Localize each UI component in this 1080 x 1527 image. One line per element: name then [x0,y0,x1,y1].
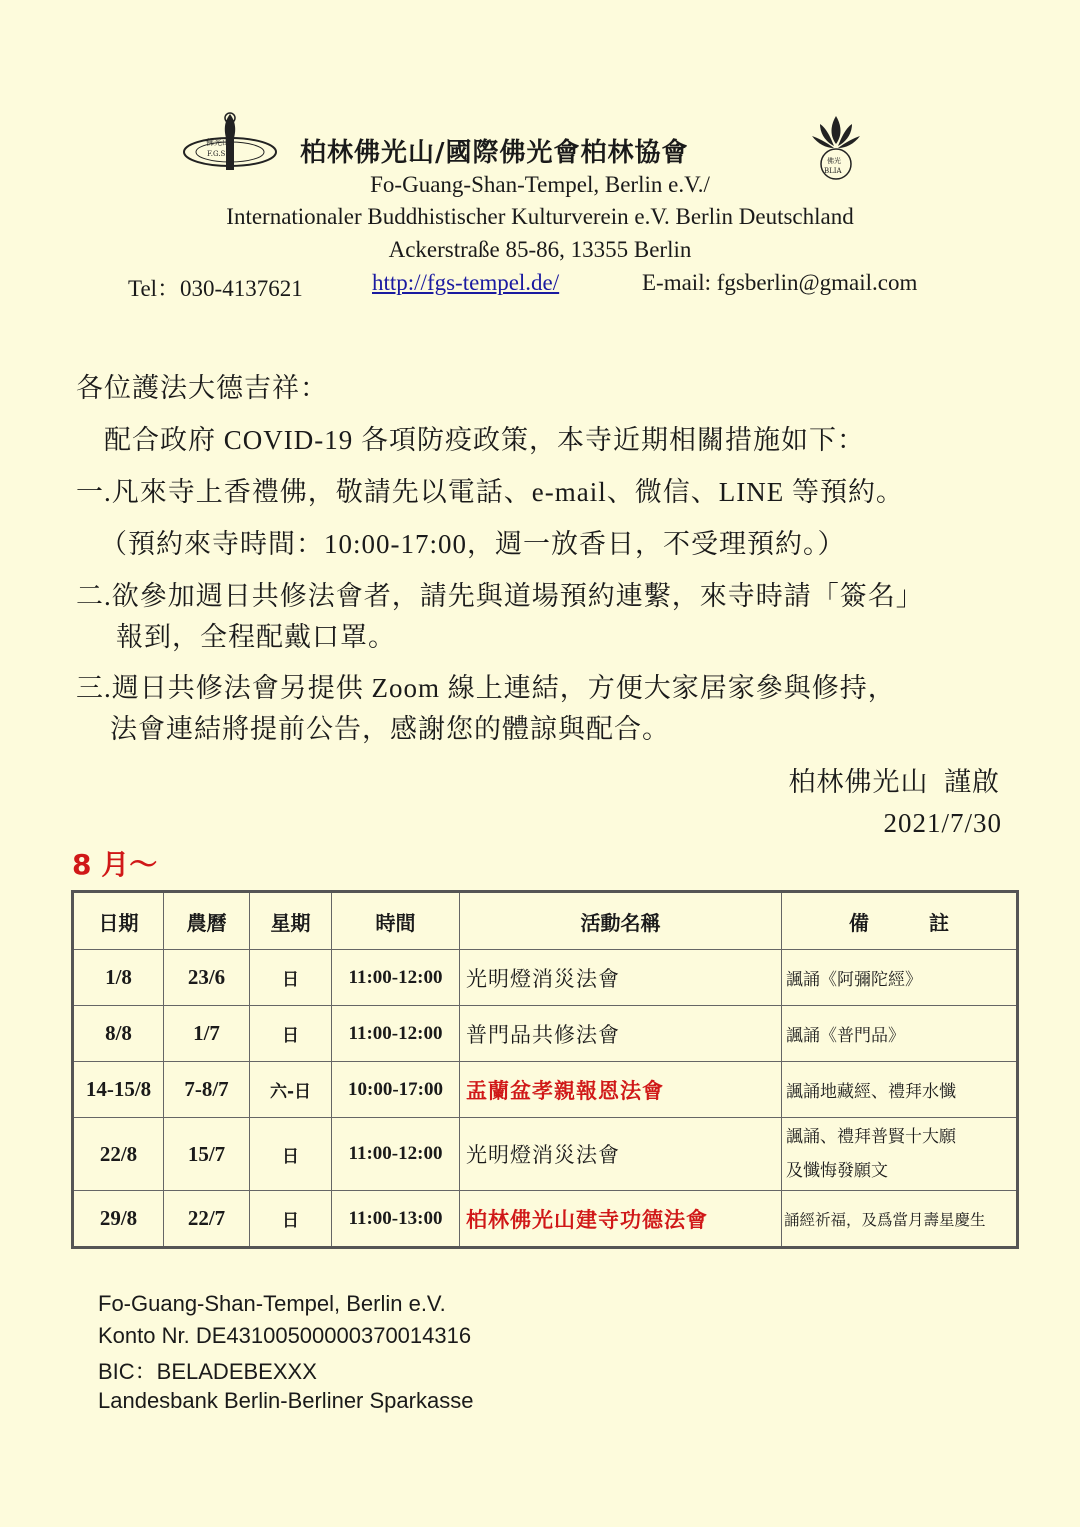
measure-item-2-line-1: 二.欲參加週日共修法會者，請先與道場預約連繫，來寺時請「簽名」 [76,581,924,611]
table-header-row [73,892,1018,950]
cell-event: 光明燈消災法會 [460,1118,782,1191]
cell-note: 諷誦《阿彌陀經》 [782,950,1018,1006]
svg-text:BLIA: BLIA [824,167,842,175]
cell-weekday: 日 [250,950,332,1006]
cell-lunar: 1/7 [164,1006,250,1062]
cell-note-line-2: 及懺悔發願文 [786,1161,888,1180]
cell-note: 誦經祈福，及爲當月壽星慶生 [782,1191,1018,1248]
table-row [73,1062,1018,1118]
bank-account-number: Konto Nr. DE43100500000370014316 [98,1323,472,1348]
telephone: Tel：030-4137621 [128,276,303,301]
cell-time: 11:00-12:00 [332,1118,460,1191]
cell-date: 29/8 [73,1191,164,1248]
column-header-lunar: 農曆 [164,892,250,950]
column-header-note: 備 註 [782,892,1018,950]
org-name-line: Fo-Guang-Shan-Tempel, Berlin e.V./ [370,172,710,197]
cell-weekday: 日 [250,1191,332,1248]
cell-time: 10:00-17:00 [332,1062,460,1118]
cell-weekday: 六-日 [250,1062,332,1118]
bank-account-holder: Fo-Guang-Shan-Tempel, Berlin e.V. [98,1291,446,1316]
cell-note-line-1: 諷誦、禮拜普賢十大願 [786,1127,956,1146]
cell-lunar: 15/7 [164,1118,250,1191]
cell-note: 諷誦《普門品》 [782,1006,1018,1062]
website-link[interactable]: http://fgs-tempel.de/ [372,270,560,295]
org-fullname-line: Internationaler Buddhistischer Kulturverein e.V. Berlin Deutschland [226,204,854,229]
svg-text:佛光: 佛光 [827,157,841,165]
address-line: Ackerstraße 85-86, 13355 Berlin [388,237,692,262]
cell-event-highlighted: 盂蘭盆孝親報恩法會 [460,1062,782,1118]
fgs-logo [180,108,280,180]
schedule-heading: 8 月～ [72,848,158,881]
cell-time: 11:00-12:00 [332,950,460,1006]
cell-event: 光明燈消災法會 [460,950,782,1006]
svg-text:F.G.S: F.G.S [207,150,226,158]
table-row [73,1006,1018,1062]
bank-bic: BIC：BELADEBEXXX [98,1359,317,1384]
cell-date: 14-15/8 [73,1062,164,1118]
table-row [73,1118,1018,1191]
greeting: 各位護法大德吉祥： [76,373,328,403]
signature: 柏林佛光山 謹啟 [788,767,1000,797]
column-header-date: 日期 [73,892,164,950]
email: E-mail: fgsberlin@gmail.com [642,270,918,295]
letter-date: 2021/7/30 [883,808,1002,838]
cell-event-highlighted: 柏林佛光山建寺功德法會 [460,1191,782,1248]
column-header-event: 活動名稱 [460,892,782,950]
cell-date: 22/8 [73,1118,164,1191]
cell-lunar: 22/7 [164,1191,250,1248]
org-title: 柏林佛光山/國際佛光會柏林協會 [300,138,689,168]
bank-name: Landesbank Berlin-Berliner Sparkasse [98,1388,474,1413]
cell-weekday: 日 [250,1118,332,1191]
cell-event: 普門品共修法會 [460,1006,782,1062]
measure-item-2-line-2: 報到，全程配戴口罩。 [116,622,396,652]
measure-item-3-line-1: 三.週日共修法會另提供 Zoom 線上連結，方便大家居家參與修持， [76,673,896,703]
measure-item-3-line-2: 法會連結將提前公告，感謝您的體諒與配合。 [110,714,670,744]
cell-time: 11:00-13:00 [332,1191,460,1248]
cell-weekday: 日 [250,1006,332,1062]
cell-time: 11:00-12:00 [332,1006,460,1062]
intro-text: 配合政府 COVID-19 各項防疫政策，本寺近期相關措施如下： [104,425,865,455]
cell-note [782,1118,1018,1191]
schedule-table [71,890,1019,1249]
cell-lunar: 7-8/7 [164,1062,250,1118]
measure-item-1-note: （預約來寺時間：10:00-17:00，週一放香日，不受理預約。） [100,529,846,559]
cell-date: 1/8 [73,950,164,1006]
measure-item-1: 一.凡來寺上香禮佛，敬請先以電話、e-mail、微信、LINE 等預約。 [76,477,904,507]
table-row [73,1191,1018,1248]
cell-date: 8/8 [73,1006,164,1062]
cell-lunar: 23/6 [164,950,250,1006]
cell-note: 諷誦地藏經、禮拜水懺 [782,1062,1018,1118]
table-row [73,950,1018,1006]
svg-text:佛光山: 佛光山 [206,138,230,147]
column-header-time: 時間 [332,892,460,950]
column-header-weekday: 星期 [250,892,332,950]
